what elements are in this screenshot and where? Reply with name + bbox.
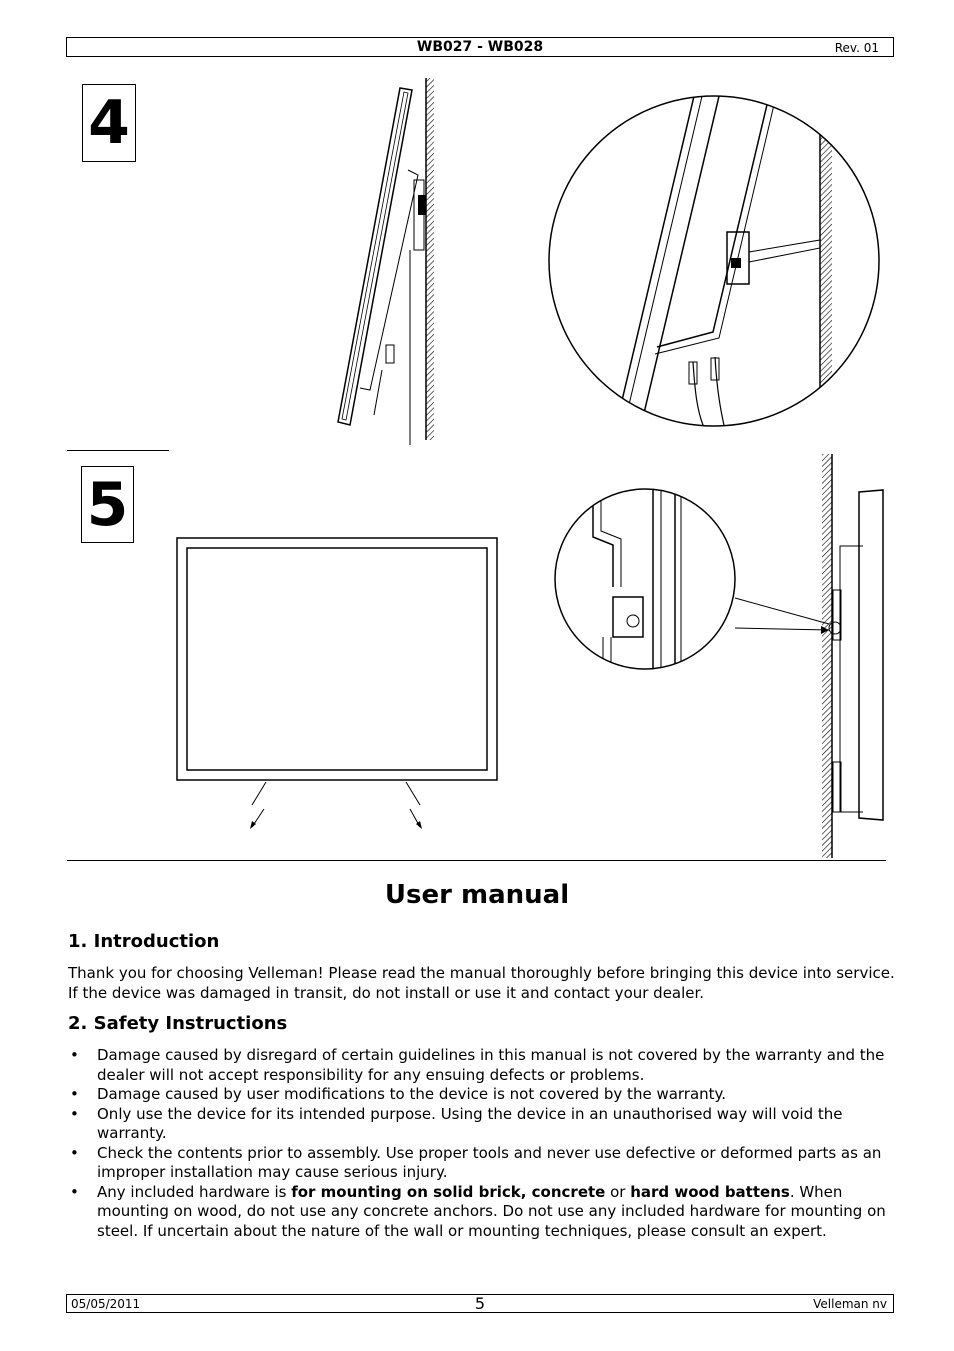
figure-4-side-view	[330, 70, 450, 450]
safety-list	[68, 1046, 898, 1241]
figure-5-front-view	[176, 537, 500, 829]
figure-5-detail-circle	[553, 487, 737, 671]
safety-heading: 2. Safety Instructions	[68, 1013, 288, 1034]
item5-text-2: or	[605, 1182, 631, 1201]
intro-text: Thank you for choosing Velleman! Please read the manual thoroughly before bringing this device into service. If the device was damaged in transit, do not install or use it and contact your dealer.	[68, 964, 895, 1002]
item5-text-3: . When mounting on wood, do not use any concrete anchors. Do not use any included hardware for mounting on steel. If uncertain about the nature of the wall or mounting techniques, please consult an expert.	[97, 1182, 886, 1240]
step-4-label: 4	[82, 84, 136, 162]
list-item: • Damage caused by disregard of certain guidelines in this manual is not covered by the warranty and the dealer will not accept responsibility for any ensuing defects or problems.	[68, 1046, 898, 1085]
list-item: • Check the contents prior to assembly. Use proper tools and never use defective or deformed parts as an improper installation may cause serious injury.	[68, 1144, 898, 1183]
figure-5-side-view	[725, 450, 890, 862]
intro-heading: 1. Introduction	[68, 931, 220, 952]
list-item: • Damage caused by user modifications to the device is not covered by the warranty.	[68, 1085, 898, 1105]
header-revision: Rev. 01	[834, 41, 879, 55]
item5-bold-1: for mounting on solid brick, concrete	[291, 1182, 606, 1201]
page-header	[66, 37, 894, 57]
figure-divider-long	[67, 860, 886, 861]
step-5-label: 5	[81, 466, 134, 543]
list-item	[68, 1183, 898, 1242]
item5-bold-2: hard wood battens	[630, 1182, 790, 1201]
list-item: • Only use the device for its intended purpose. Using the device in an unauthorised way will void the warranty.	[68, 1105, 898, 1144]
figure-4-detail-circle	[545, 92, 883, 430]
footer-page-number: 5	[474, 1294, 486, 1313]
page-footer	[66, 1294, 894, 1313]
manual-title: User manual	[384, 880, 570, 910]
footer-date: 05/05/2011	[71, 1297, 141, 1311]
figure-divider-short	[67, 450, 169, 451]
footer-company: Velleman nv	[813, 1297, 887, 1311]
header-title: WB027 - WB028	[416, 39, 544, 55]
item5-text-1: Any included hardware is	[97, 1182, 292, 1201]
